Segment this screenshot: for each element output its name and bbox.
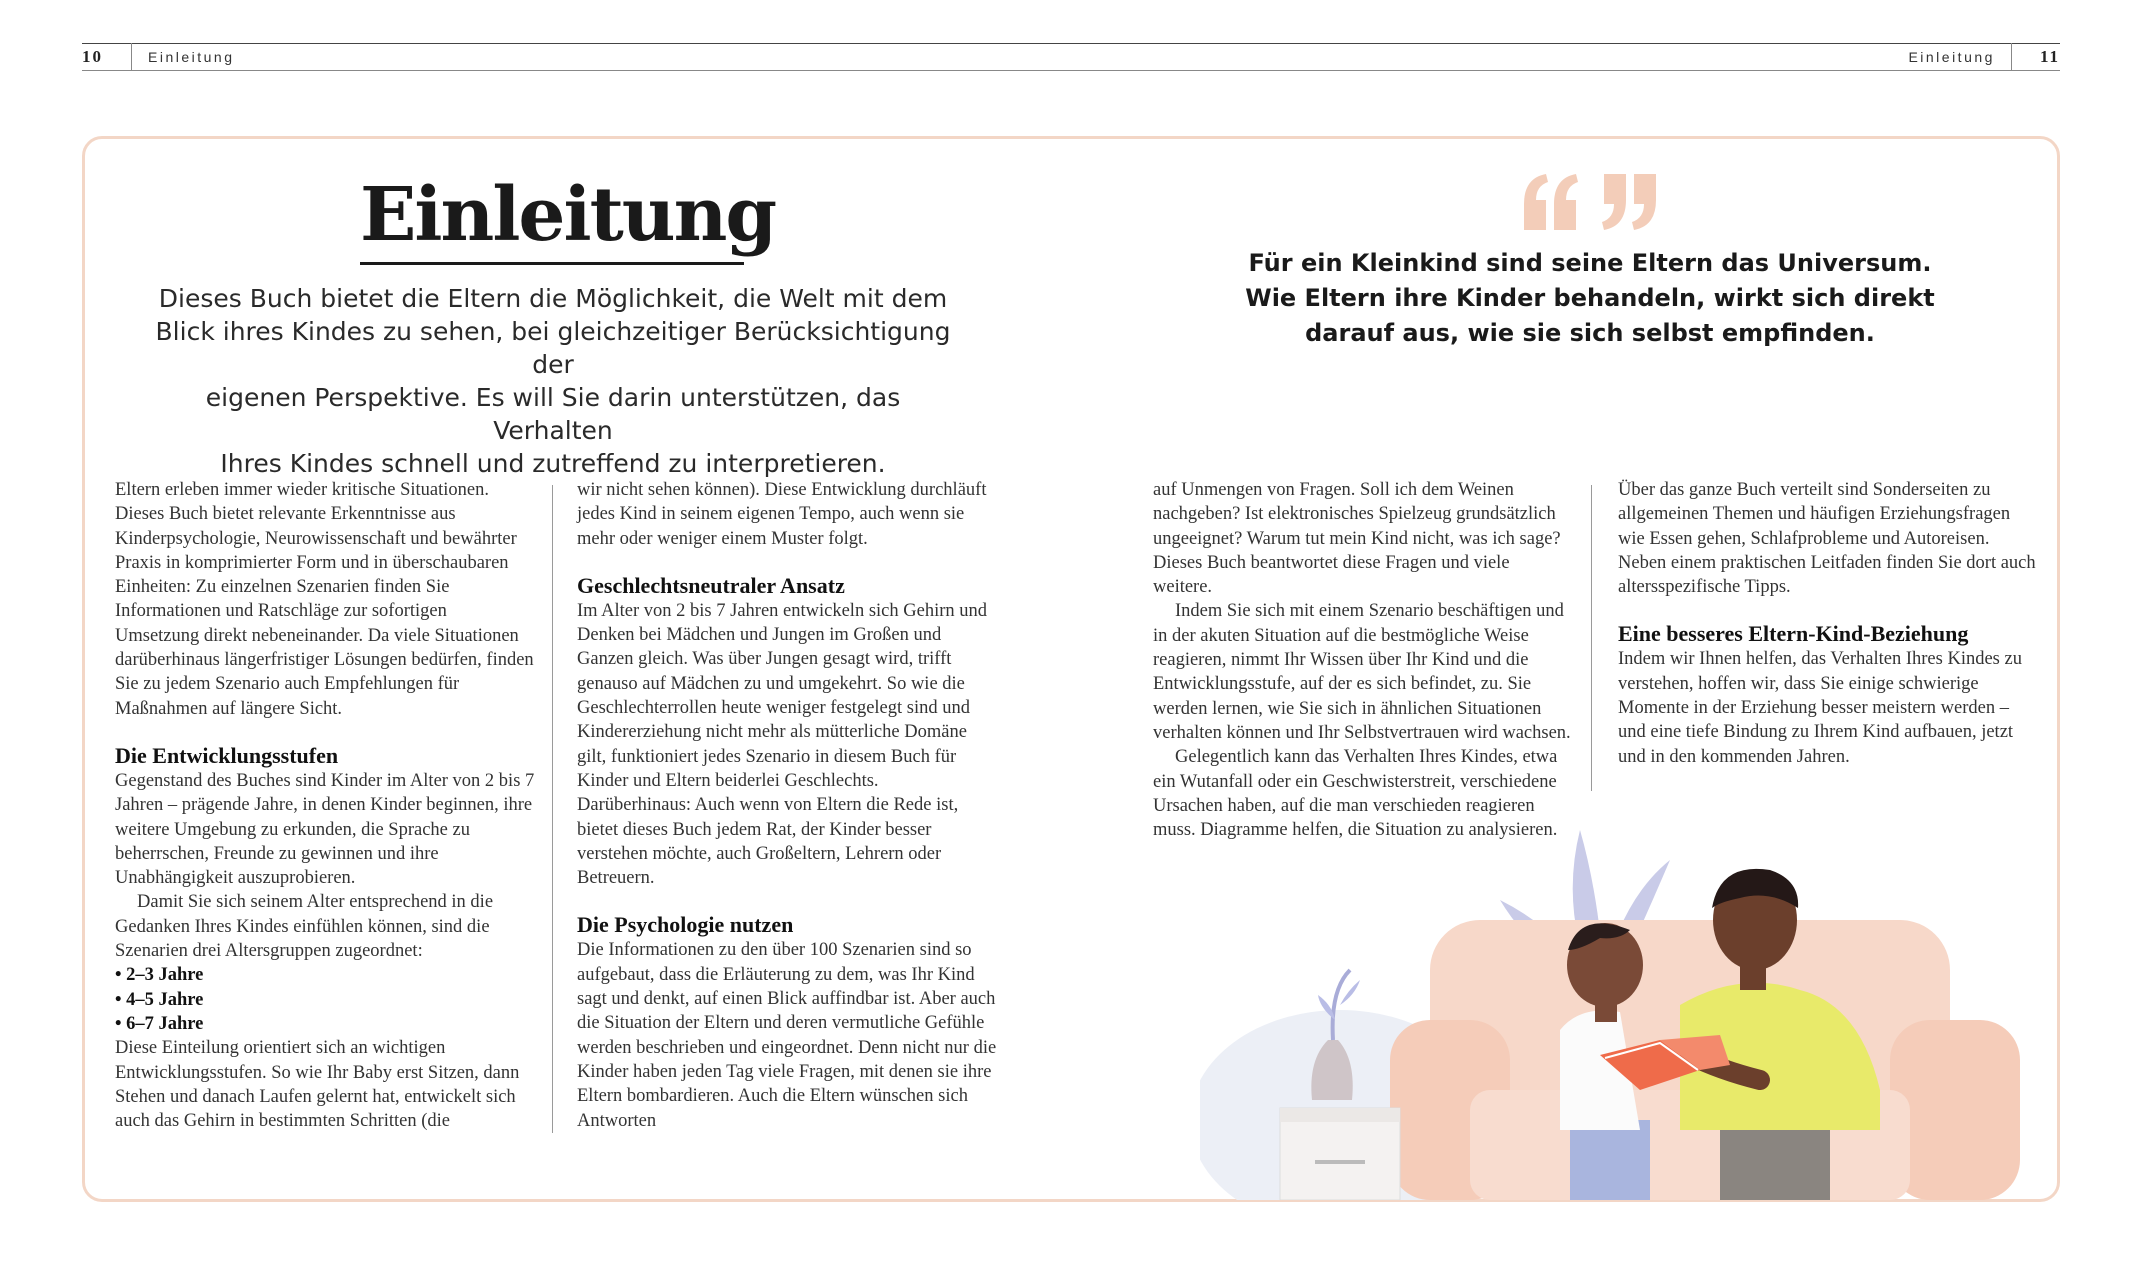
list-item: • 4–5 Jahre xyxy=(115,988,535,1012)
paragraph: auf Unmengen von Fragen. Soll ich dem Weinen nachgeben? Ist elektronisches Spielzeug grundsätzlich ungeeignet? Warum tut mein Kind nicht, was ich sage? Dieses Buch beantwortet diese Fragen und viele weitere. xyxy=(1153,480,1561,598)
running-head-section-left: Einleitung xyxy=(148,49,235,65)
paragraph: Eltern erleben immer wieder kritische Situationen. Dieses Buch bietet relevante Erkenntnisse aus Kinderpsychologie, Neurowissenschaft und bewährter Praxis in komprimierter Form und in überschaubaren Einheiten: Zu einzelnen Szenarien finden Sie Informationen und Ratschläge zur sofortigen Umsetzung direkt nebeneinander. Da viele Situationen darüberhinaus längerfristiger Lösungen bedürfen, finden Sie zu jedem Szenario auch Empfehlungen für Maßnahmen auf längere Sicht. xyxy=(115,480,534,719)
page-title: Einleitung xyxy=(360,172,776,258)
section-heading: Geschlechtsneutraler Ansatz xyxy=(577,572,845,598)
title-underline xyxy=(360,262,744,265)
text-column-3 xyxy=(1153,478,1573,842)
quotation-marks-icon xyxy=(1520,172,1660,232)
text-column-2 xyxy=(577,478,997,1133)
section-heading: Die Entwicklungsstufen xyxy=(115,742,339,768)
paragraph: Diese Einteilung orientiert sich an wichtigen Entwicklungsstufen. So wie Ihr Baby erst Sitzen, dann Stehen und danach Laufen gelernt hat, entwickelt sich auch das Gehirn in bestimmten Schritten (die xyxy=(115,1038,520,1132)
paragraph: wir nicht sehen können). Diese Entwicklung durchläuft jedes Kind in seinem eigenen Tempo, auch wenn sie mehr oder weniger einem Muster folgt. xyxy=(577,480,987,549)
paragraph: Gelegentlich kann das Verhalten Ihres Kindes, etwa ein Wutanfall oder ein Geschwisterstreit, verschiedene Ursachen haben, auf die man verschieden reagieren muss. Diagramme helfen, die Situation zu analysieren. xyxy=(1153,747,1558,841)
column-divider xyxy=(1591,485,1592,791)
page-number-right: 11 xyxy=(2039,47,2060,66)
paragraph: Indem Sie sich mit einem Szenario beschäftigen und in der akuten Situation auf die bestmögliche Weise reagieren, nimmt Ihr Wissen über Ihr Kind und die Entwicklungsstufe, auf der es sich befindet, zu. Sie werden lernen, wie Sie sich in ähnlichen Situationen verhalten können und Ihr Selbstvertrauen wird wachsen. xyxy=(1153,601,1571,743)
paragraph: Über das ganze Buch verteilt sind Sonderseiten zu allgemeinen Themen und häufigen Erziehungsfragen wie Essen gehen, Schlafprobleme und Autoreisen. Neben einem praktischen Leitfaden finden Sie dort auch altersspezifische Tipps. xyxy=(1618,480,2036,598)
lead-paragraph: Dieses Buch bietet die Eltern die Möglichkeit, die Welt mit dem Blick ihres Kindes zu sehen, bei gleichzeitiger Berücksichtigung der eigenen Perspektive. Es will Sie darin unterstützen, das Verhalten Ihres Kindes schnell und zutreffend zu interpretieren. xyxy=(155,284,951,478)
column-divider xyxy=(552,485,553,1133)
list-item: • 2–3 Jahre xyxy=(115,963,535,987)
paragraph: Im Alter von 2 bis 7 Jahren entwickeln sich Gehirn und Denken bei Mädchen und Jungen im Großen und Ganzen gleich. Was über Jungen gesagt wird, trifft genauso auf Mädchen zu und umgekehrt. So wie die Geschlechterrollen heute weniger festgelegt sind und Kindererziehung nicht mehr als mütterliche Domäne gilt, funktioniert jedes Szenario in diesem Buch für Kinder und Eltern beiderlei Geschlechts. Darüberhinaus: Auch wenn von Eltern die Rede ist, bietet dieses Buch jedem Rat, der Kinder besser verstehen möchte, auch Großeltern, Lehrern oder Betreuern. xyxy=(577,600,987,889)
text-column-4 xyxy=(1618,478,2038,769)
text-column-1 xyxy=(115,478,535,1133)
paragraph: Die Informationen zu den über 100 Szenarien sind so aufgebaut, dass die Erläuterung zu dem, was Ihr Kind sagt und denkt, auf einen Blick auffindbar ist. Aber auch die Situation der Eltern und deren vermutliche Gefühle werden beschrieben und eingeordnet. Denn nicht nur die Kinder haben jeden Tag viele Fragen, mit denen sie ihre Eltern bombardieren. Auch die Eltern wünschen sich Antworten xyxy=(577,940,997,1131)
paragraph: Gegenstand des Buches sind Kinder im Alter von 2 bis 7 Jahren – prägende Jahre, in denen Kinder beginnen, ihre weitere Umgebung zu erkunden, die Sprache zu beherrschen, Freunde zu gewinnen und ihre Unabhängigkeit auszuprobieren. xyxy=(115,770,535,889)
paragraph: Indem wir Ihnen helfen, das Verhalten Ihres Kindes zu verstehen, hoffen wir, dass Sie einige schwierige Momente in der Erziehung besser meistern werden – und eine tiefe Bindung zu Ihrem Kind aufbauen, jetzt und in den kommenden Jahren. xyxy=(1618,649,2022,767)
list-item: • 6–7 Jahre xyxy=(115,1012,535,1036)
pull-quote: Für ein Kleinkind sind seine Eltern das Universum. Wie Eltern ihre Kinder behandeln, wirkt sich direkt darauf aus, wie sie sich selbst empfinden. xyxy=(1245,249,1935,347)
side-table-icon xyxy=(1280,1108,1400,1200)
age-group-list xyxy=(115,963,535,1036)
running-head-section-right: Einleitung xyxy=(1908,49,1995,65)
page-number-left: 10 xyxy=(82,47,103,66)
section-heading: Die Psychologie nutzen xyxy=(577,912,794,938)
section-heading: Eine besseres Eltern-Kind-Beziehung xyxy=(1618,621,1969,647)
paragraph: Damit Sie sich seinem Alter entsprechend in die Gedanken Ihres Kindes einfühlen können, sind die Szenarien drei Altersgruppen zugeordnet: xyxy=(115,892,494,962)
running-head-left xyxy=(82,43,1072,71)
father-reading-to-child-illustration xyxy=(1200,790,2060,1200)
running-head-right xyxy=(1072,43,2060,71)
